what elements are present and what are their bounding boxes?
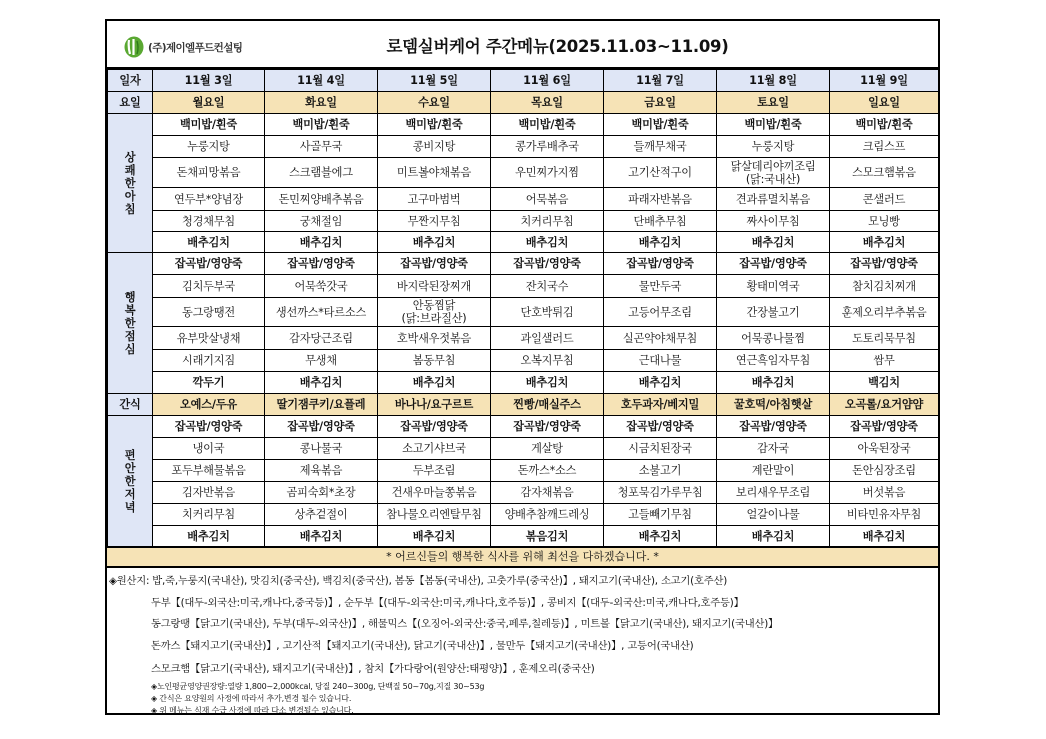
dinner-menu-item: 소불고기 [604,460,717,482]
breakfast-menu-item: 청경채무침 [153,211,265,232]
lunch-menu-item: 생선까스*타르소스 [265,298,378,327]
breakfast-menu-item: 백미밥/흰죽 [491,114,604,136]
snack-cell: 호두과자/베지밀 [604,394,717,416]
date-cell: 11월 6일 [491,70,604,92]
dinner-menu-item: 배추김치 [265,526,378,547]
date-cell: 11월 4일 [265,70,378,92]
dinner-menu-item: 감자채볶음 [491,482,604,504]
dinner-label [108,416,153,547]
lunch-row [108,298,939,327]
dinner-menu-item: 잡곡밥/영양죽 [717,416,830,438]
breakfast-label [108,114,153,253]
breakfast-menu-item: 백미밥/흰죽 [717,114,830,136]
breakfast-menu-item: 백미밥/흰죽 [265,114,378,136]
breakfast-menu-item: 어묵볶음 [491,188,604,211]
dinner-menu-item: 볶음김치 [491,526,604,547]
lunch-menu-item: 잡곡밥/영양죽 [491,253,604,275]
dinner-menu-item: 배추김치 [717,526,830,547]
breakfast-menu-item: 백미밥/흰죽 [153,114,265,136]
lunch-label-char: 심 [124,342,136,356]
page-title: 로뎀실버케어 주간메뉴(2025.11.03~11.09) [386,37,729,56]
lunch-menu-item: 잡곡밥/영양죽 [378,253,491,275]
dinner-label-char: 안 [124,461,136,475]
dinner-label-char: 한 [124,474,136,488]
breakfast-menu-item: 연두부*양념장 [153,188,265,211]
lunch-menu-item: 잡곡밥/영양죽 [717,253,830,275]
dinner-row [108,482,939,504]
menu-item-line: (닭:국내산) [745,172,801,186]
breakfast-menu-item: 배추김치 [717,232,830,253]
dinner-menu-item: 잡곡밥/영양죽 [491,416,604,438]
breakfast-menu-item: 누룽지탕 [153,136,265,158]
lunch-menu-item: 간장불고기 [717,298,830,327]
breakfast-menu-item: 누룽지탕 [717,136,830,158]
lunch-menu-item: 도토리묵무침 [830,327,939,350]
lunch-menu-item: 어묵콩나물찜 [717,327,830,350]
dinner-menu-item: 참나물오리엔탈무침 [378,504,491,526]
dinner-menu-item: 잡곡밥/영양죽 [830,416,939,438]
dinner-label-char: 녁 [124,500,136,514]
dinner-menu-item: 상추겉절이 [265,504,378,526]
breakfast-menu-item: 배추김치 [378,232,491,253]
weekday-cell: 화요일 [265,92,378,114]
dinner-label-char: 저 [124,487,136,501]
origin-line: ◈원산지: 밥,죽,누룽지(국내산), 맛김치(중국산), 백김치(중국산), 봄동【봄동(국내산), 고춧가루(중국산)】, 돼지고기(국내산), 소고기(호주산) [109,575,728,587]
breakfast-label-char: 상 [124,150,136,164]
dinner-menu-item: 시금치된장국 [604,438,717,460]
breakfast-menu-item: 궁채절임 [265,211,378,232]
breakfast-row [108,114,939,136]
dinner-row [108,438,939,460]
lunch-menu-item: 잡곡밥/영양죽 [265,253,378,275]
lunch-menu-item: 감자당근조림 [265,327,378,350]
breakfast-menu-item: 스크램블에그 [265,158,378,188]
menu-table [107,69,939,547]
dinner-menu-item: 잡곡밥/영양죽 [265,416,378,438]
lunch-menu-item: 호박새우젓볶음 [378,327,491,350]
breakfast-menu-item: 고기산적구이 [604,158,717,188]
footer-message: * 어르신들의 행복한 식사를 위해 최선을 다하겠습니다. * [107,546,938,568]
breakfast-menu-item: 모닝빵 [830,211,939,232]
lunch-menu-item: 김치두부국 [153,275,265,298]
date-cell: 11월 3일 [153,70,265,92]
breakfast-menu-item: 스모크햄볶음 [830,158,939,188]
breakfast-menu-item: 백미밥/흰죽 [604,114,717,136]
origin-line: 동그랑땡【닭고기(국내산), 두부(대두-외국산)】, 해물믹스【(오징어-외국산:중국,페루,칠레등)】, 미트볼【닭고기(국내산), 돼지고기(국내산)】 [151,618,779,630]
dinner-menu-item: 청포묵김가루무침 [604,482,717,504]
dinner-menu-item: 배추김치 [378,526,491,547]
snack-cell: 딸기잼쿠키/요플레 [265,394,378,416]
dinner-menu-item: 김자반볶음 [153,482,265,504]
dinner-row [108,460,939,482]
lunch-menu-item: 단호박튀김 [491,298,604,327]
lunch-menu-item: 무생채 [265,350,378,372]
dinner-label-char: 편 [124,448,136,462]
dinner-menu-item: 소고기샤브국 [378,438,491,460]
lunch-menu-item: 배추김치 [717,372,830,394]
lunch-menu-item: 실곤약야채무침 [604,327,717,350]
menu-change-note: ◈ 위 메뉴는 식재 수급 사정에 따라 다소 변경될수 있습니다. [151,706,354,715]
lunch-menu-item: 황태미역국 [717,275,830,298]
lunch-menu-item: 쌈무 [830,350,939,372]
lunch-menu-item: 훈제오리부추볶음 [830,298,939,327]
breakfast-row [108,136,939,158]
weekday-cell: 수요일 [378,92,491,114]
dinner-row [108,504,939,526]
date-label: 일자 [108,70,153,92]
dinner-menu-item: 버섯볶음 [830,482,939,504]
dinner-row [108,416,939,438]
lunch-label-char: 복 [124,303,136,317]
dinner-menu-item: 계란말이 [717,460,830,482]
snack-cell: 오예스/두유 [153,394,265,416]
company-name: (주)제이엘푸드컨설팅 [148,41,243,54]
weekly-menu-sheet [105,19,940,715]
breakfast-menu-item: 백미밥/흰죽 [378,114,491,136]
breakfast-menu-item: 콘샐러드 [830,188,939,211]
lunch-menu-item: 시래기지짐 [153,350,265,372]
dinner-menu-item: 게살탕 [491,438,604,460]
dinner-menu-item: 잡곡밥/영양죽 [604,416,717,438]
weekday-cell: 월요일 [153,92,265,114]
breakfast-label-char: 아 [124,189,136,203]
dinner-menu-item: 배추김치 [153,526,265,547]
snack-cell: 오곡롤/요거얌얌 [830,394,939,416]
lunch-row [108,253,939,275]
lunch-menu-item: 잡곡밥/영양죽 [830,253,939,275]
breakfast-row [108,232,939,253]
lunch-menu-item: 근대나물 [604,350,717,372]
breakfast-menu-item: 고구마범벅 [378,188,491,211]
lunch-menu-item: 잡곡밥/영양죽 [153,253,265,275]
weekday-cell: 목요일 [491,92,604,114]
snack-label: 간식 [108,394,153,416]
date-cell: 11월 7일 [604,70,717,92]
lunch-menu-item: 고등어무조림 [604,298,717,327]
lunch-menu-item: 참치김치찌개 [830,275,939,298]
menu-item-line: 닭살데리야끼조림 [730,159,816,173]
dinner-menu-item: 포두부해물볶음 [153,460,265,482]
dinner-menu-item: 양배추참깨드레싱 [491,504,604,526]
menu-item-line: (닭:브라질산) [401,312,467,325]
breakfast-row [108,211,939,232]
lunch-menu-item: 유부맛살냉채 [153,327,265,350]
breakfast-menu-item: 견과류멸치볶음 [717,188,830,211]
dinner-menu-item: 잡곡밥/영양죽 [153,416,265,438]
lunch-menu-item: 백김치 [830,372,939,394]
snack-row [108,394,939,416]
lunch-label-char: 한 [124,316,136,330]
dinner-menu-item: 두부조림 [378,460,491,482]
title-row [107,21,938,69]
weekday-label: 요일 [108,92,153,114]
date-cell: 11월 8일 [717,70,830,92]
lunch-menu-item: 과일샐러드 [491,327,604,350]
date-cell: 11월 9일 [830,70,939,92]
lunch-menu-item: 깍두기 [153,372,265,394]
breakfast-menu-item: 미트볼야채볶음 [378,158,491,188]
weekday-cell: 일요일 [830,92,939,114]
breakfast-menu-item: 돈민찌양배추볶음 [265,188,378,211]
snack-change-note: ◈ 간식은 요양원의 사정에 따라서 추가,변경 될수 있습니다. [151,694,352,703]
nutrition-note: ◈노인평균영양권장량:열량 1,800~2,000kcal, 당질 240~300g, 단백질 50~70g,지질 30~53g [151,682,485,691]
lunch-row [108,327,939,350]
dinner-menu-item: 아욱된장국 [830,438,939,460]
lunch-menu-item: 오복지무침 [491,350,604,372]
breakfast-menu-item: 배추김치 [153,232,265,253]
origin-line: 두부【(대두-외국산:미국,캐나다,중국등)】, 순두부【(대두-외국산:미국,캐나다,호주등)】, 콩비지【(대두-외국산:미국,캐나다,호주등)】 [151,597,744,609]
lunch-label [108,253,153,394]
snack-cell: 찐빵/매실주스 [491,394,604,416]
dinner-menu-item: 콩나물국 [265,438,378,460]
dinner-menu-item: 얼갈이나물 [717,504,830,526]
date-cell: 11월 5일 [378,70,491,92]
breakfast-label-char: 쾌 [124,163,136,177]
dinner-menu-item: 곰피숙회*초장 [265,482,378,504]
dinner-menu-item: 고들빼기무침 [604,504,717,526]
lunch-menu-item [378,298,491,327]
breakfast-label-char: 침 [124,202,136,216]
lunch-menu-item: 잔치국수 [491,275,604,298]
weekday-row [108,92,939,114]
breakfast-menu-item: 배추김치 [830,232,939,253]
dinner-row [108,526,939,547]
breakfast-menu-item: 사골무국 [265,136,378,158]
lunch-menu-item: 봄동무침 [378,350,491,372]
dinner-menu-item: 제육볶음 [265,460,378,482]
breakfast-menu-item: 백미밥/흰죽 [830,114,939,136]
dinner-menu-item: 배추김치 [604,526,717,547]
breakfast-menu-item: 콩비지탕 [378,136,491,158]
lunch-menu-item: 바지락된장찌개 [378,275,491,298]
breakfast-row [108,158,939,188]
breakfast-row [108,188,939,211]
dinner-menu-item: 냉이국 [153,438,265,460]
origin-line: 스모크햄【닭고기(국내산), 돼지고기(국내산)】, 참치【가다랑어(원양산:태평양)】, 훈제오리(중국산) [151,663,595,675]
dinner-menu-item: 치커리무침 [153,504,265,526]
snack-cell: 꿀호떡/아침햇살 [717,394,830,416]
lunch-row [108,350,939,372]
breakfast-menu-item: 콩가루배추국 [491,136,604,158]
lunch-menu-item: 잡곡밥/영양죽 [604,253,717,275]
breakfast-label-char: 한 [124,176,136,190]
breakfast-menu-item: 배추김치 [491,232,604,253]
lunch-label-char: 행 [124,290,136,304]
lunch-menu-item: 어묵쑥갓국 [265,275,378,298]
snack-cell: 바나나/요구르트 [378,394,491,416]
breakfast-menu-item: 치커리무침 [491,211,604,232]
lunch-row [108,372,939,394]
dinner-menu-item: 비타민유자무침 [830,504,939,526]
breakfast-menu-item: 무짠지무침 [378,211,491,232]
breakfast-menu-item [717,158,830,188]
origin-line: 돈까스【돼지고기(국내산)】, 고기산적【돼지고기(국내산), 닭고기(국내산)】, 물만두【돼지고기(국내산)】, 고등어(국내산) [151,640,694,652]
dinner-menu-item: 돈안심장조림 [830,460,939,482]
breakfast-menu-item: 크림스프 [830,136,939,158]
breakfast-menu-item: 파래자반볶음 [604,188,717,211]
dinner-menu-item: 건새우마늘쫑볶음 [378,482,491,504]
dinner-menu-item: 잡곡밥/영양죽 [378,416,491,438]
lunch-row [108,275,939,298]
breakfast-menu-item: 단배추무침 [604,211,717,232]
breakfast-menu-item: 배추김치 [265,232,378,253]
dinner-menu-item: 보리새우무조림 [717,482,830,504]
lunch-menu-item: 배추김치 [491,372,604,394]
weekday-cell: 금요일 [604,92,717,114]
menu-item-line: 안동찜닭 [412,299,456,312]
dinner-menu-item: 감자국 [717,438,830,460]
breakfast-menu-item: 배추김치 [604,232,717,253]
breakfast-menu-item: 돈채피망볶음 [153,158,265,188]
lunch-menu-item: 연근흑임자무침 [717,350,830,372]
lunch-menu-item: 배추김치 [604,372,717,394]
date-row [108,70,939,92]
dinner-menu-item: 돈까스*소스 [491,460,604,482]
lunch-menu-item: 물만두국 [604,275,717,298]
lunch-menu-item: 배추김치 [378,372,491,394]
lunch-menu-item: 동그랑땡전 [153,298,265,327]
lunch-label-char: 점 [124,329,136,343]
lunch-menu-item: 배추김치 [265,372,378,394]
breakfast-menu-item: 짜사이무침 [717,211,830,232]
weekday-cell: 토요일 [717,92,830,114]
breakfast-menu-item: 들깨무채국 [604,136,717,158]
dinner-menu-item: 배추김치 [830,526,939,547]
breakfast-menu-item: 우민찌가지찜 [491,158,604,188]
